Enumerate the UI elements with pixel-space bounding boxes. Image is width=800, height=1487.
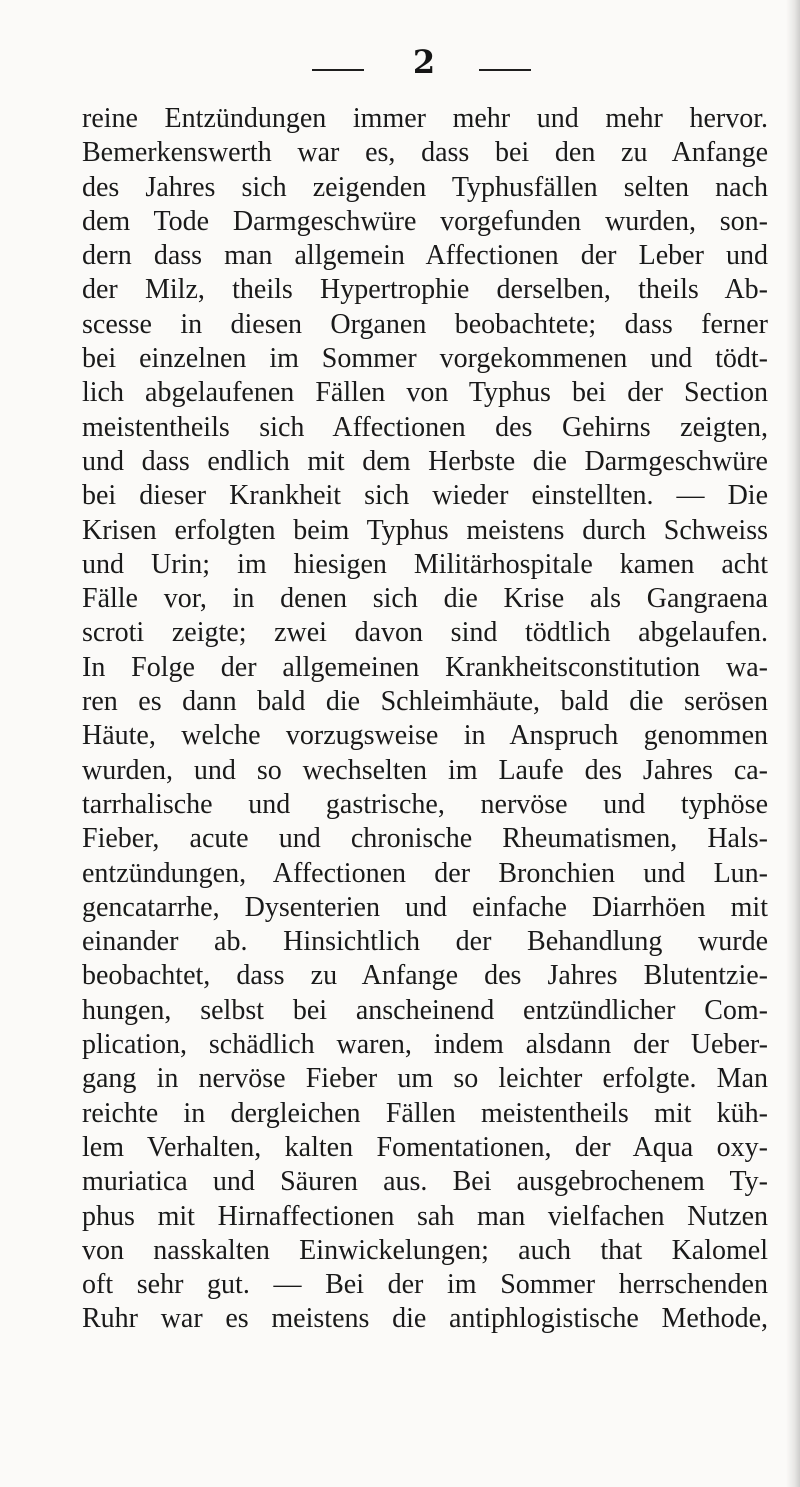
text-line: Krisen erfolgten beim Typhus meistens durch Schweiss <box>82 514 768 546</box>
text-line: plication, schädlich waren, indem alsdann der Ueber- <box>82 1029 768 1061</box>
text-line: der Milz, theils Hypertrophie derselben, theils Ab- <box>82 274 768 306</box>
text-line: des Jahres sich zeigenden Typhusfällen selten nach <box>82 171 768 203</box>
text-line: lich abgelaufenen Fällen von Typhus bei der Section <box>82 377 768 409</box>
page-edge-shadow <box>786 0 800 1487</box>
text-line: oft sehr gut. — Bei der im Sommer herrschenden <box>82 1269 768 1301</box>
text-line: beobachtet, dass zu Anfange des Jahres Blutentzie- <box>82 960 768 992</box>
text-line: tarrhalische und gastrische, nervöse und typhöse <box>82 788 768 820</box>
text-line: meistentheils sich Affectionen des Gehirns zeigten, <box>82 411 768 443</box>
text-line: von nasskalten Einwickelungen; auch that Kalomel <box>82 1234 768 1266</box>
header-rule-left <box>312 69 364 71</box>
text-line: reine Entzündungen immer mehr und mehr hervor. <box>82 103 768 134</box>
text-line: und Urin; im hiesigen Militärhospitale kamen acht <box>82 548 768 580</box>
text-line: Ruhr war es meistens die antiphlogistische Methode, <box>82 1303 768 1335</box>
text-line: Bemerkenswerth war es, dass bei den zu Anfange <box>82 137 768 169</box>
text-line: Häute, welche vorzugsweise in Anspruch genommen <box>82 720 768 752</box>
text-line: gang in nervöse Fieber um so leichter erfolgte. Man <box>82 1063 768 1095</box>
header-rule-right <box>479 69 531 71</box>
text-line: reichte in dergleichen Fällen meistentheils mit küh- <box>82 1097 768 1129</box>
text-line: hungen, selbst bei anscheinend entzündlicher Com- <box>82 994 768 1026</box>
text-line: bei einzelnen im Sommer vorgekommenen und tödt- <box>82 343 768 375</box>
text-line: gencatarrhe, Dysenterien und einfache Diarrhöen mit <box>82 891 768 923</box>
text-line: einander ab. Hinsichtlich der Behandlung wurde <box>82 926 768 958</box>
text-line: Fieber, acute und chronische Rheumatismen, Hals- <box>82 823 768 855</box>
text-line: lem Verhalten, kalten Fomentationen, der Aqua oxy- <box>82 1131 768 1163</box>
text-line: ren es dann bald die Schleimhäute, bald die serösen <box>82 686 768 718</box>
text-line: dem Tode Darmgeschwüre vorgefunden wurden, son- <box>82 205 768 237</box>
text-line: phus mit Hirnaffectionen sah man vielfachen Nutzen <box>82 1200 768 1232</box>
text-line: scesse in diesen Organen beobachtete; dass ferner <box>82 308 768 340</box>
text-line: muriatica und Säuren aus. Bei ausgebrochenem Ty- <box>82 1166 768 1198</box>
text-line: dern dass man allgemein Affectionen der Leber und <box>82 240 768 272</box>
text-line: und dass endlich mit dem Herbste die Darmgeschwüre <box>82 445 768 477</box>
page-header <box>0 42 800 82</box>
text-line: scroti zeigte; zwei davon sind tödtlich abgelaufen. <box>82 617 768 649</box>
page-number: 2 <box>412 43 436 81</box>
text-line: bei dieser Krankheit sich wieder einstellten. — Die <box>82 480 768 512</box>
text-line: In Folge der allgemeinen Krankheitsconstitution wa- <box>82 651 768 683</box>
text-line: Fälle vor, in denen sich die Krise als Gangraena <box>82 583 768 615</box>
text-line: wurden, und so wechselten im Laufe des Jahres ca- <box>82 754 768 786</box>
body-text <box>82 102 768 1337</box>
text-line: entzündungen, Affectionen der Bronchien und Lun- <box>82 857 768 889</box>
